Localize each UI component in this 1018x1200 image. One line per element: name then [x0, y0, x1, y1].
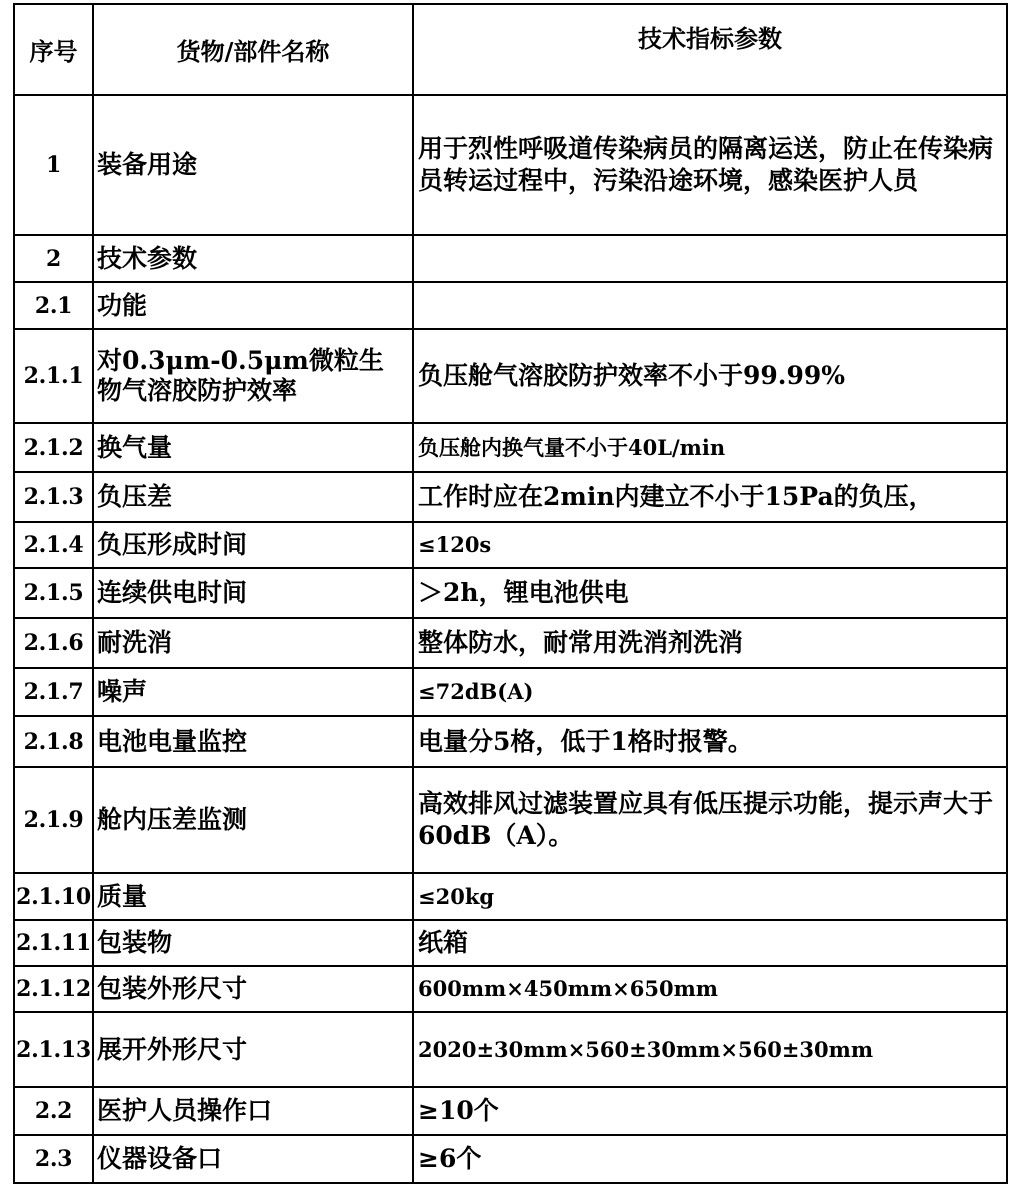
table-row — [14, 618, 1007, 668]
row-number: 2.1.7 — [14, 668, 93, 716]
table-row — [14, 920, 1007, 966]
row-spec: 负压舱气溶胶防护效率不小于99.99% — [413, 329, 1007, 423]
table-row — [14, 966, 1007, 1012]
table-row — [14, 282, 1007, 329]
row-spec: ≤120s — [413, 522, 1007, 568]
row-number: 2.1.6 — [14, 618, 93, 668]
row-name: 噪声 — [93, 668, 413, 716]
row-number: 2.1.11 — [14, 920, 93, 966]
table-row — [14, 472, 1007, 522]
table-row — [14, 1087, 1007, 1135]
row-spec: ≥6个 — [413, 1135, 1007, 1183]
header-seq: 序号 — [14, 4, 93, 95]
row-name: 电池电量监控 — [93, 716, 413, 767]
row-spec: 高效排风过滤装置应具有低压提示功能，提示声大于60dB（A）。 — [413, 767, 1007, 873]
row-number: 2.1 — [14, 282, 93, 329]
table-row — [14, 668, 1007, 716]
table-row — [14, 1135, 1007, 1183]
row-name: 仪器设备口 — [93, 1135, 413, 1183]
row-number: 2.1.1 — [14, 329, 93, 423]
row-name: 对0.3μm-0.5μm微粒生物气溶胶防护效率 — [93, 329, 413, 423]
row-spec: 电量分5格，低于1格时报警。 — [413, 716, 1007, 767]
row-number: 2.3 — [14, 1135, 93, 1183]
row-spec: 负压舱内换气量不小于40L/min — [413, 423, 1007, 472]
row-number: 1 — [14, 95, 93, 235]
row-number: 2.1.3 — [14, 472, 93, 522]
table-row — [14, 522, 1007, 568]
row-name: 耐洗消 — [93, 618, 413, 668]
row-name: 舱内压差监测 — [93, 767, 413, 873]
row-spec: ≤72dB(A) — [413, 668, 1007, 716]
row-name: 质量 — [93, 873, 413, 920]
row-number: 2.1.9 — [14, 767, 93, 873]
row-name: 负压形成时间 — [93, 522, 413, 568]
row-name: 包装外形尺寸 — [93, 966, 413, 1012]
row-number: 2 — [14, 235, 93, 282]
table-row — [14, 716, 1007, 767]
row-spec — [413, 235, 1007, 282]
row-name: 技术参数 — [93, 235, 413, 282]
spec-table — [13, 3, 1008, 1184]
table-row — [14, 235, 1007, 282]
row-spec: 用于烈性呼吸道传染病员的隔离运送，防止在传染病员转运过程中，污染沿途环境，感染医护人员 — [413, 95, 1007, 235]
row-spec: ＞2h，锂电池供电 — [413, 568, 1007, 618]
row-name: 医护人员操作口 — [93, 1087, 413, 1135]
row-spec: ≥10个 — [413, 1087, 1007, 1135]
row-number: 2.1.5 — [14, 568, 93, 618]
row-number: 2.1.10 — [14, 873, 93, 920]
table-row — [14, 568, 1007, 618]
table-row — [14, 1012, 1007, 1087]
row-spec — [413, 282, 1007, 329]
row-name: 展开外形尺寸 — [93, 1012, 413, 1087]
row-spec: 工作时应在2min内建立不小于15Pa的负压， — [413, 472, 1007, 522]
row-name: 包装物 — [93, 920, 413, 966]
row-number: 2.1.2 — [14, 423, 93, 472]
table-row — [14, 329, 1007, 423]
header-row — [14, 4, 1007, 95]
row-spec: 纸箱 — [413, 920, 1007, 966]
row-number: 2.1.4 — [14, 522, 93, 568]
table-row — [14, 95, 1007, 235]
row-number: 2.1.8 — [14, 716, 93, 767]
row-name: 装备用途 — [93, 95, 413, 235]
row-number: 2.2 — [14, 1087, 93, 1135]
table-row — [14, 767, 1007, 873]
row-name: 负压差 — [93, 472, 413, 522]
row-spec: 2020±30mm×560±30mm×560±30mm — [413, 1012, 1007, 1087]
row-spec: 整体防水，耐常用洗消剂洗消 — [413, 618, 1007, 668]
row-name: 功能 — [93, 282, 413, 329]
header-spec: 技术指标参数 — [413, 4, 1007, 95]
header-name: 货物/部件名称 — [93, 4, 413, 95]
row-name: 换气量 — [93, 423, 413, 472]
row-spec: ≤20kg — [413, 873, 1007, 920]
row-number: 2.1.12 — [14, 966, 93, 1012]
table-row — [14, 423, 1007, 472]
row-name: 连续供电时间 — [93, 568, 413, 618]
row-number: 2.1.13 — [14, 1012, 93, 1087]
row-spec: 600mm×450mm×650mm — [413, 966, 1007, 1012]
table-row — [14, 873, 1007, 920]
